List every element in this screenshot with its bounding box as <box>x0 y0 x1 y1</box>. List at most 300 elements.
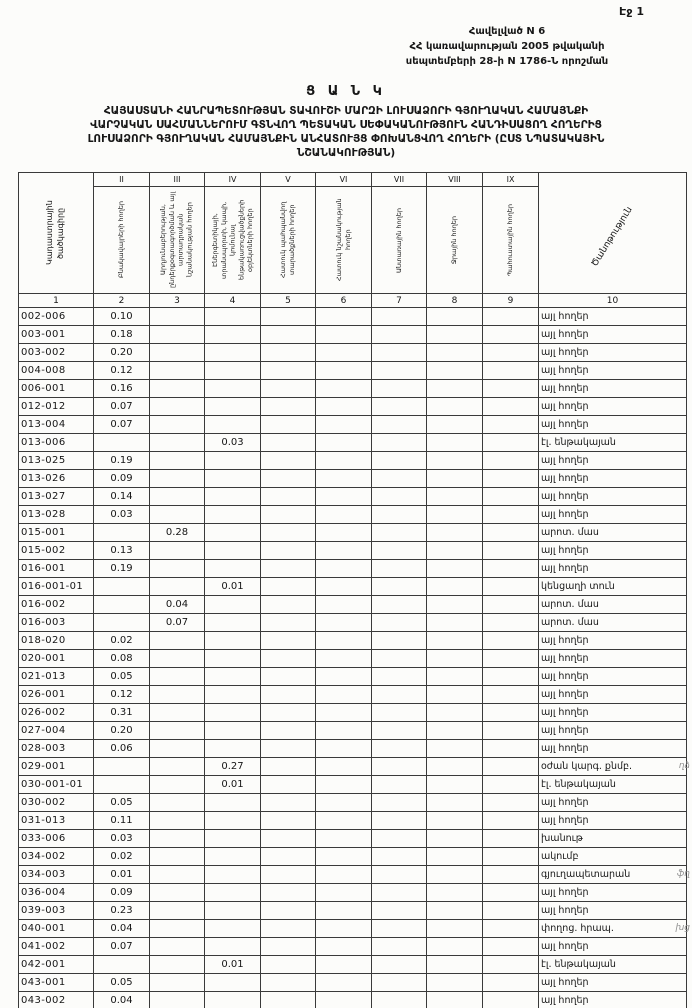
value-cell: 0.07 <box>94 938 150 956</box>
annex-header-line-2: ՀՀ կառավարության 2005 թվականի <box>409 41 605 52</box>
cadastral-code-cell: 016-003 <box>19 614 94 632</box>
note-cell: արոտ. մաս <box>539 524 687 542</box>
value-cell: 0.03 <box>205 434 261 452</box>
table-row <box>19 848 687 866</box>
table-row <box>19 830 687 848</box>
value-cell <box>372 326 427 344</box>
value-cell <box>483 794 539 812</box>
table-row <box>19 884 687 902</box>
column-header-7 <box>372 187 427 294</box>
value-cell: 0.28 <box>150 524 205 542</box>
value-cell <box>150 470 205 488</box>
value-cell <box>205 380 261 398</box>
value-cell <box>205 362 261 380</box>
value-cell <box>483 830 539 848</box>
value-cell <box>205 704 261 722</box>
table-row <box>19 704 687 722</box>
cadastral-code-cell: 013-026 <box>19 470 94 488</box>
value-cell <box>205 650 261 668</box>
value-cell <box>483 884 539 902</box>
value-cell: 0.09 <box>94 884 150 902</box>
table-row <box>19 740 687 758</box>
cadastral-code-cell: 030-001-01 <box>19 776 94 794</box>
value-cell <box>150 488 205 506</box>
column-header-8 <box>427 187 483 294</box>
cadastral-code-cell: 042-001 <box>19 956 94 974</box>
value-cell <box>372 614 427 632</box>
column-header-label-7: Անտառային հողեր <box>394 207 403 273</box>
cadastral-code-cell: 003-001 <box>19 326 94 344</box>
value-cell <box>261 416 316 434</box>
column-number-2: 2 <box>94 294 150 308</box>
value-cell <box>427 398 483 416</box>
value-cell: 0.07 <box>94 398 150 416</box>
value-cell <box>261 470 316 488</box>
cadastral-code-cell: 021-013 <box>19 668 94 686</box>
cadastral-code-cell: 015-002 <box>19 542 94 560</box>
value-cell <box>372 956 427 974</box>
value-cell <box>150 812 205 830</box>
subtitle-line-2: ՎԱՐՉԱԿԱՆ ՍԱՀՄԱՆՆԵՐՈՒՄ ԳՏՆՎՈՂ ՊԵՏԱԿԱՆ ՍԵՓԱԿԱՆՈՒԹՅՈՒՆ ՀԱՆԴԻՍԱՑՈՂ ՀՈՂԵՐԻՑ <box>90 119 602 131</box>
note-cell: օժան կարգ. քնմբ. <box>539 758 687 776</box>
column-number-6: 6 <box>316 294 372 308</box>
column-header-label-6: Հատուկ նշանակության հողեր <box>334 198 352 282</box>
value-cell: 0.06 <box>94 740 150 758</box>
pencil-mark: խց <box>675 922 690 933</box>
column-header-4 <box>205 187 261 294</box>
column-header-label-2: Բնակավայրերի հողեր <box>117 201 126 279</box>
table-row <box>19 938 687 956</box>
table-row <box>19 362 687 380</box>
value-cell <box>261 884 316 902</box>
value-cell <box>427 614 483 632</box>
document-subtitle <box>0 104 692 160</box>
note-cell: այլ հողեր <box>539 506 687 524</box>
note-cell: այլ հողեր <box>539 722 687 740</box>
note-cell: այլ հողեր <box>539 380 687 398</box>
value-cell <box>205 920 261 938</box>
value-cell <box>261 974 316 992</box>
column-header-3 <box>150 187 205 294</box>
value-cell: 0.04 <box>94 992 150 1008</box>
column-header-label-9: Պահուստային հողեր <box>506 203 515 277</box>
value-cell <box>483 326 539 344</box>
table-row <box>19 344 687 362</box>
note-cell: էլ. ենթակայան <box>539 956 687 974</box>
note-cell: այլ հողեր <box>539 884 687 902</box>
value-cell: 0.13 <box>94 542 150 560</box>
value-cell <box>372 344 427 362</box>
value-cell <box>150 794 205 812</box>
cadastral-code-cell: 041-002 <box>19 938 94 956</box>
value-cell <box>94 434 150 452</box>
note-cell: այլ հողեր <box>539 650 687 668</box>
value-cell: 0.07 <box>94 416 150 434</box>
value-cell <box>261 758 316 776</box>
value-cell <box>483 686 539 704</box>
cadastral-code-cell: 028-003 <box>19 740 94 758</box>
column-header-9 <box>483 187 539 294</box>
value-cell <box>372 578 427 596</box>
value-cell <box>316 578 372 596</box>
note-cell: այլ հողեր <box>539 812 687 830</box>
cadastral-code-cell: 026-002 <box>19 704 94 722</box>
value-cell <box>427 542 483 560</box>
cadastral-code-cell: 013-025 <box>19 452 94 470</box>
value-cell <box>483 902 539 920</box>
table-row <box>19 614 687 632</box>
cadastral-code-cell: 030-002 <box>19 794 94 812</box>
value-cell <box>316 758 372 776</box>
value-cell <box>150 650 205 668</box>
column-numeral-V: V <box>261 173 316 187</box>
value-cell <box>316 416 372 434</box>
value-cell <box>261 902 316 920</box>
value-cell <box>205 308 261 326</box>
value-cell <box>372 758 427 776</box>
value-cell <box>427 632 483 650</box>
value-cell <box>427 470 483 488</box>
value-cell <box>483 362 539 380</box>
value-cell <box>205 866 261 884</box>
value-cell <box>150 452 205 470</box>
value-cell <box>261 362 316 380</box>
cadastral-code-cell: 027-004 <box>19 722 94 740</box>
value-cell <box>427 380 483 398</box>
value-cell <box>316 740 372 758</box>
cadastral-code-cell: 034-003 <box>19 866 94 884</box>
value-cell <box>316 344 372 362</box>
value-cell: 0.19 <box>94 560 150 578</box>
cadastral-code-cell: 043-002 <box>19 992 94 1008</box>
note-cell: այլ հողեր <box>539 470 687 488</box>
value-cell <box>427 704 483 722</box>
value-cell: 0.01 <box>205 956 261 974</box>
column-header-notes-label: Ծանոթություն <box>590 204 635 269</box>
value-cell <box>261 506 316 524</box>
value-cell <box>372 488 427 506</box>
table-row <box>19 956 687 974</box>
value-cell: 0.10 <box>94 308 150 326</box>
note-cell: այլ հողեր <box>539 704 687 722</box>
value-cell <box>372 704 427 722</box>
value-cell <box>427 488 483 506</box>
value-cell <box>483 776 539 794</box>
value-cell <box>427 722 483 740</box>
column-numeral-VII: VII <box>372 173 427 187</box>
value-cell <box>205 632 261 650</box>
value-cell <box>261 578 316 596</box>
value-cell <box>150 362 205 380</box>
value-cell <box>205 326 261 344</box>
numeral-row <box>19 173 687 187</box>
value-cell <box>372 470 427 488</box>
table-row <box>19 722 687 740</box>
value-cell <box>205 344 261 362</box>
value-cell <box>205 470 261 488</box>
note-cell: այլ հողեր <box>539 974 687 992</box>
value-cell <box>150 884 205 902</box>
value-cell <box>150 722 205 740</box>
value-cell <box>261 776 316 794</box>
value-cell <box>427 578 483 596</box>
cadastral-code-cell: 016-002 <box>19 596 94 614</box>
value-cell <box>427 866 483 884</box>
value-cell <box>94 578 150 596</box>
cadastral-code-cell: 003-002 <box>19 344 94 362</box>
value-cell: 0.02 <box>94 632 150 650</box>
value-cell <box>372 524 427 542</box>
table-row <box>19 434 687 452</box>
value-cell <box>205 524 261 542</box>
value-cell <box>316 830 372 848</box>
value-cell <box>205 668 261 686</box>
value-cell <box>372 686 427 704</box>
column-number-10: 10 <box>539 294 687 308</box>
value-cell <box>483 434 539 452</box>
value-cell <box>94 956 150 974</box>
value-cell <box>316 704 372 722</box>
value-cell <box>483 344 539 362</box>
value-cell <box>261 326 316 344</box>
value-cell <box>427 992 483 1008</box>
value-cell <box>205 884 261 902</box>
column-header-label-3: Արդյունաբերության, ընդերքօգտագործման և այլ արտադրական նշանակության հողեր <box>159 191 194 289</box>
value-cell <box>427 668 483 686</box>
note-cell: էլ. ենթակայան <box>539 434 687 452</box>
value-cell <box>316 470 372 488</box>
table-row <box>19 866 687 884</box>
value-cell <box>427 794 483 812</box>
value-cell <box>205 992 261 1008</box>
value-cell <box>150 704 205 722</box>
value-cell <box>483 992 539 1008</box>
cadastral-code-cell: 020-001 <box>19 650 94 668</box>
value-cell <box>316 560 372 578</box>
value-cell <box>261 794 316 812</box>
cadastral-code-cell: 015-001 <box>19 524 94 542</box>
value-cell <box>261 452 316 470</box>
value-cell <box>205 614 261 632</box>
note-cell: էլ. ենթակայան <box>539 776 687 794</box>
value-cell <box>316 812 372 830</box>
value-cell <box>483 524 539 542</box>
value-cell <box>94 614 150 632</box>
value-cell <box>372 794 427 812</box>
value-cell: 0.04 <box>94 920 150 938</box>
value-cell: 0.12 <box>94 686 150 704</box>
value-cell <box>316 776 372 794</box>
column-numeral-IX: IX <box>483 173 539 187</box>
table-row <box>19 524 687 542</box>
land-transfer-table <box>18 172 687 1008</box>
value-cell <box>372 650 427 668</box>
column-number-1: 1 <box>19 294 94 308</box>
value-cell <box>427 506 483 524</box>
value-cell <box>483 974 539 992</box>
note-cell: այլ հողեր <box>539 560 687 578</box>
value-cell: 0.08 <box>94 650 150 668</box>
value-cell <box>483 722 539 740</box>
value-cell <box>261 488 316 506</box>
value-cell <box>483 614 539 632</box>
value-cell <box>261 722 316 740</box>
value-cell: 0.18 <box>94 326 150 344</box>
value-cell <box>316 434 372 452</box>
value-cell <box>483 560 539 578</box>
value-cell <box>427 758 483 776</box>
cadastral-code-cell: 004-008 <box>19 362 94 380</box>
cadastral-code-cell: 033-006 <box>19 830 94 848</box>
table-row <box>19 920 687 938</box>
value-cell <box>372 776 427 794</box>
value-cell <box>150 740 205 758</box>
value-cell: 0.20 <box>94 344 150 362</box>
column-header-cadastral-code <box>19 173 94 294</box>
value-cell: 0.16 <box>94 380 150 398</box>
value-cell <box>150 416 205 434</box>
value-cell <box>372 830 427 848</box>
value-cell: 0.09 <box>94 470 150 488</box>
value-cell <box>261 524 316 542</box>
value-cell <box>150 830 205 848</box>
value-cell <box>372 434 427 452</box>
value-cell <box>150 848 205 866</box>
value-cell <box>205 902 261 920</box>
value-cell <box>316 614 372 632</box>
value-cell <box>150 434 205 452</box>
subtitle-line-1: ՀԱՅԱՍՏԱՆԻ ՀԱՆՐԱՊԵՏՈՒԹՅԱՆ ՏԱՎՈՒՇԻ ՄԱՐԶԻ ԼՈՒՍԱՁՈՐԻ ԳՅՈՒՂԱԿԱՆ ՀԱՄԱՅՆՔԻ <box>103 105 589 117</box>
value-cell <box>205 686 261 704</box>
value-cell <box>372 866 427 884</box>
cadastral-code-cell: 016-001-01 <box>19 578 94 596</box>
value-cell <box>427 344 483 362</box>
subtitle-line-3: ԼՈՒՍԱՁՈՐԻ ԳՅՈՒՂԱԿԱՆ ՀԱՄԱՅՆՔԻՆ ԱՆՀԱՏՈՒՅՑ ՓՈԽԱՆՑՎՈՂ ՀՈՂԵՐԻ (ԸՍՏ ՆՊԱՏԱԿԱՅԻՆ <box>87 133 605 145</box>
value-cell <box>483 938 539 956</box>
value-cell <box>205 506 261 524</box>
value-cell <box>427 884 483 902</box>
table-row <box>19 578 687 596</box>
note-cell: այլ հողեր <box>539 416 687 434</box>
value-cell <box>316 650 372 668</box>
column-number-4: 4 <box>205 294 261 308</box>
note-cell: արոտ. մաս <box>539 614 687 632</box>
value-cell <box>261 992 316 1008</box>
note-cell: այլ հողեր <box>539 488 687 506</box>
cadastral-code-cell: 013-004 <box>19 416 94 434</box>
value-cell <box>150 668 205 686</box>
note-cell: այլ հողեր <box>539 326 687 344</box>
value-cell <box>483 308 539 326</box>
value-cell <box>261 542 316 560</box>
value-cell <box>261 830 316 848</box>
value-cell <box>205 596 261 614</box>
cadastral-code-cell: 034-002 <box>19 848 94 866</box>
value-cell <box>372 452 427 470</box>
value-cell <box>372 506 427 524</box>
value-cell <box>150 380 205 398</box>
column-number-5: 5 <box>261 294 316 308</box>
value-cell <box>316 722 372 740</box>
value-cell <box>427 902 483 920</box>
cadastral-code-cell: 039-003 <box>19 902 94 920</box>
value-cell <box>205 416 261 434</box>
value-cell <box>150 776 205 794</box>
value-cell <box>94 758 150 776</box>
cadastral-code-cell: 029-001 <box>19 758 94 776</box>
value-cell <box>316 668 372 686</box>
table-row <box>19 650 687 668</box>
value-cell: 0.01 <box>94 866 150 884</box>
table-row <box>19 308 687 326</box>
value-cell: 0.03 <box>94 506 150 524</box>
value-cell <box>205 794 261 812</box>
value-cell <box>150 578 205 596</box>
value-cell <box>316 326 372 344</box>
value-cell <box>316 992 372 1008</box>
value-cell <box>150 506 205 524</box>
value-cell <box>261 344 316 362</box>
note-cell: այլ հողեր <box>539 938 687 956</box>
value-cell <box>316 848 372 866</box>
value-cell <box>205 542 261 560</box>
value-cell <box>372 632 427 650</box>
value-cell <box>427 524 483 542</box>
column-numeral-IV: IV <box>205 173 261 187</box>
column-number-8: 8 <box>427 294 483 308</box>
value-cell <box>261 650 316 668</box>
value-cell <box>483 470 539 488</box>
value-cell <box>205 398 261 416</box>
note-cell: գյուղապետարան <box>539 866 687 884</box>
note-cell: այլ հողեր <box>539 740 687 758</box>
value-cell <box>483 758 539 776</box>
value-cell <box>427 740 483 758</box>
value-cell <box>261 686 316 704</box>
value-cell <box>205 938 261 956</box>
column-number-7: 7 <box>372 294 427 308</box>
value-cell <box>316 920 372 938</box>
value-cell: 0.02 <box>94 848 150 866</box>
cadastral-code-cell: 013-006 <box>19 434 94 452</box>
annex-header <box>352 24 662 69</box>
note-cell: արոտ. մաս <box>539 596 687 614</box>
column-number-3: 3 <box>150 294 205 308</box>
value-cell <box>261 740 316 758</box>
value-cell <box>372 416 427 434</box>
value-cell <box>316 686 372 704</box>
table-row <box>19 470 687 488</box>
value-cell <box>150 398 205 416</box>
value-cell <box>372 380 427 398</box>
value-cell <box>150 992 205 1008</box>
value-cell <box>316 488 372 506</box>
column-numeral-VIII: VIII <box>427 173 483 187</box>
value-cell <box>205 812 261 830</box>
value-cell <box>427 776 483 794</box>
value-cell <box>427 308 483 326</box>
value-cell: 0.31 <box>94 704 150 722</box>
value-cell <box>316 956 372 974</box>
column-header-label-8: Ջրային հողեր <box>450 215 459 265</box>
value-cell <box>205 974 261 992</box>
value-cell <box>316 866 372 884</box>
value-cell <box>372 596 427 614</box>
value-cell: 0.23 <box>94 902 150 920</box>
note-cell: այլ հողեր <box>539 398 687 416</box>
value-cell <box>261 812 316 830</box>
value-cell <box>261 848 316 866</box>
